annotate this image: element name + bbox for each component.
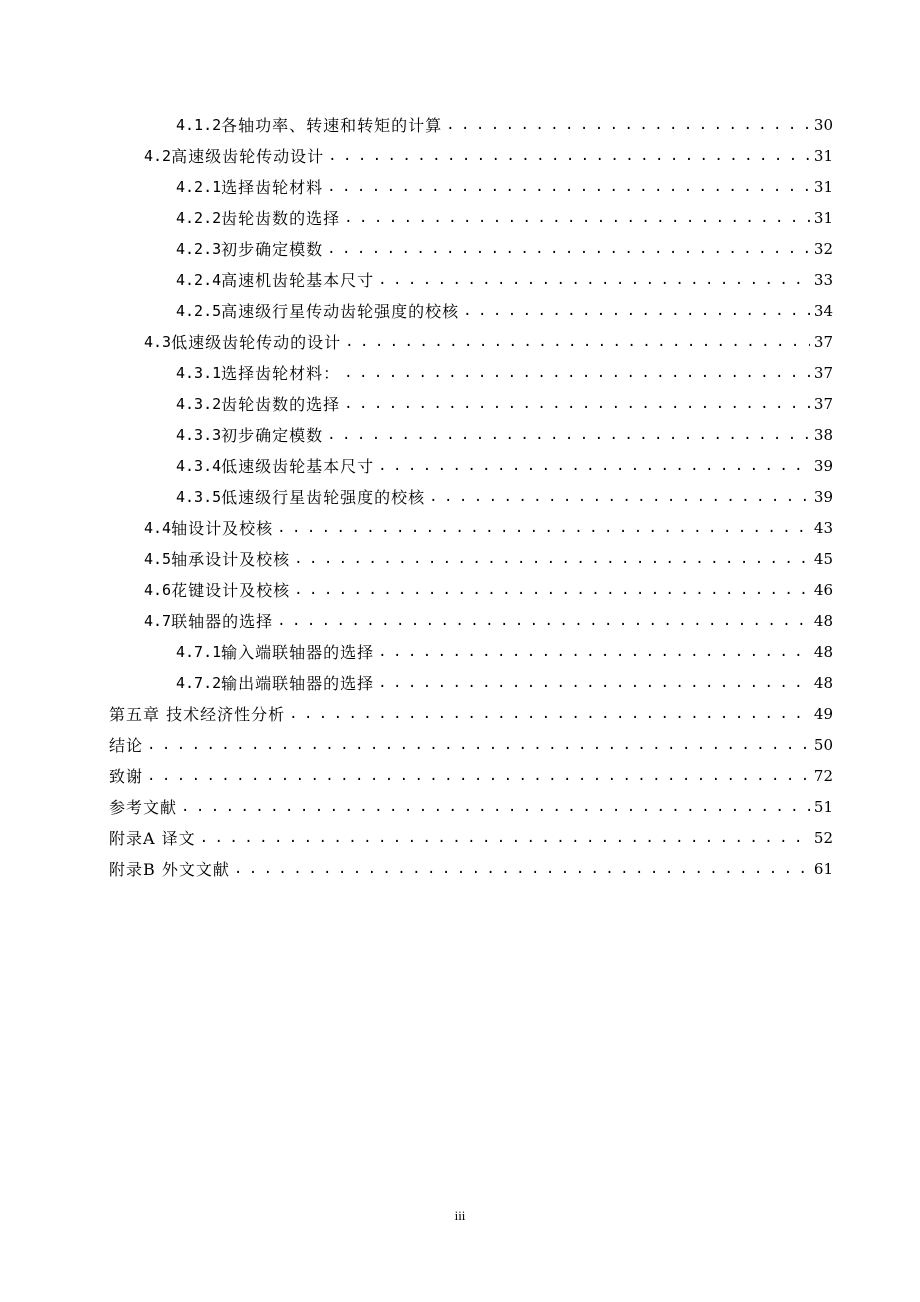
toc-entry-title: 齿轮齿数的选择 — [221, 395, 341, 414]
toc-entry[interactable] — [0, 172, 920, 203]
toc-entry-page: 31 — [813, 178, 833, 196]
toc-entry[interactable] — [0, 606, 920, 637]
toc-entry-number: 4.3 — [144, 333, 172, 351]
toc-entry-page: 52 — [813, 829, 833, 847]
toc-dot-leader — [294, 575, 810, 606]
toc-entry-page: 37 — [813, 364, 833, 382]
toc-entry[interactable] — [0, 668, 920, 699]
toc-entry-title: 结论 — [109, 736, 144, 755]
toc-entry-title: 低速级齿轮基本尺寸 — [221, 457, 375, 476]
toc-entry-page: 31 — [813, 209, 833, 227]
toc-entry-page: 37 — [813, 395, 833, 413]
page-number-footer: iii — [454, 1208, 466, 1223]
toc-entry-title: 附录B 外文文献 — [109, 860, 230, 879]
toc-entry-title: 参考文献 — [109, 798, 178, 817]
toc-entry-number: 4.7.2 — [176, 674, 222, 692]
toc-dot-leader — [378, 265, 810, 296]
toc-entry[interactable] — [0, 203, 920, 234]
toc-dot-leader — [344, 203, 810, 234]
toc-entry-title: 高速级行星传动齿轮强度的校核 — [221, 302, 460, 321]
toc-entry-title: 第五章 技术经济性分析 — [109, 705, 286, 724]
toc-dot-leader — [327, 420, 810, 451]
toc-dot-leader — [378, 637, 810, 668]
toc-entry-title: 低速级齿轮传动的设计 — [171, 333, 342, 352]
toc-entry-number: 4.4 — [144, 519, 172, 537]
toc-entry[interactable] — [0, 482, 920, 513]
toc-entry-page: 37 — [813, 333, 833, 351]
toc-dot-leader — [147, 730, 810, 761]
toc-entry-number: 4.7.1 — [176, 643, 222, 661]
toc-entry-number: 4.3.2 — [176, 395, 222, 413]
toc-entry-page: 50 — [813, 736, 833, 754]
toc-entry-number: 4.3.3 — [176, 426, 222, 444]
toc-entry-number: 4.6 — [144, 581, 172, 599]
toc-entry-page: 45 — [813, 550, 833, 568]
toc-entry-title: 高速级齿轮传动设计 — [171, 147, 325, 166]
toc-entry-page: 46 — [813, 581, 833, 599]
toc-entry-number: 4.2.1 — [176, 178, 222, 196]
toc-dot-leader — [345, 327, 810, 358]
toc-dot-leader — [344, 389, 810, 420]
toc-entry[interactable] — [0, 761, 920, 792]
toc-entry-page: 48 — [813, 674, 833, 692]
toc-entry-title: 选择齿轮材料： — [221, 364, 341, 383]
toc-entry-title: 低速级行星齿轮强度的校核 — [221, 488, 426, 507]
toc-entry-number: 4.5 — [144, 550, 172, 568]
toc-entry-title: 各轴功率、转速和转矩的计算 — [221, 116, 443, 135]
toc-entry[interactable] — [0, 265, 920, 296]
table-of-contents — [0, 110, 920, 885]
toc-dot-leader — [234, 854, 810, 885]
toc-entry-page: 39 — [813, 488, 833, 506]
toc-entry-title: 初步确定模数 — [221, 240, 324, 259]
toc-entry[interactable] — [0, 823, 920, 854]
toc-entry-title: 输入端联轴器的选择 — [221, 643, 375, 662]
toc-entry-page: 48 — [813, 612, 833, 630]
toc-dot-leader — [327, 172, 810, 203]
toc-dot-leader — [294, 544, 810, 575]
toc-entry-title: 初步确定模数 — [221, 426, 324, 445]
toc-entry-page: 32 — [813, 240, 833, 258]
toc-entry-number: 4.2.5 — [176, 302, 222, 320]
toc-entry[interactable] — [0, 637, 920, 668]
toc-dot-leader — [344, 358, 810, 389]
toc-entry[interactable] — [0, 358, 920, 389]
toc-entry-title: 轴设计及校核 — [171, 519, 274, 538]
toc-entry-number: 4.3.1 — [176, 364, 222, 382]
toc-entry[interactable] — [0, 544, 920, 575]
toc-dot-leader — [378, 451, 810, 482]
toc-entry-title: 齿轮齿数的选择 — [221, 209, 341, 228]
toc-entry-number: 4.3.5 — [176, 488, 222, 506]
toc-entry-page: 39 — [813, 457, 833, 475]
toc-entry-title: 致谢 — [109, 767, 144, 786]
toc-dot-leader — [328, 141, 810, 172]
toc-entry[interactable] — [0, 110, 920, 141]
toc-entry-number: 4.7 — [144, 612, 172, 630]
toc-entry-title: 输出端联轴器的选择 — [221, 674, 375, 693]
toc-dot-leader — [277, 513, 810, 544]
toc-entry-number: 4.3.4 — [176, 457, 222, 475]
toc-entry-number: 4.2.4 — [176, 271, 222, 289]
toc-entry-title: 高速机齿轮基本尺寸 — [221, 271, 375, 290]
toc-entry-page: 30 — [813, 116, 833, 134]
toc-dot-leader — [463, 296, 810, 327]
toc-entry[interactable] — [0, 234, 920, 265]
toc-entry-page: 31 — [813, 147, 833, 165]
toc-entry-title: 选择齿轮材料 — [221, 178, 324, 197]
toc-entry[interactable] — [0, 730, 920, 761]
toc-entry[interactable] — [0, 513, 920, 544]
toc-entry-page: 51 — [813, 798, 833, 816]
toc-entry-page: 38 — [813, 426, 833, 444]
toc-entry[interactable] — [0, 420, 920, 451]
toc-dot-leader — [327, 234, 810, 265]
toc-entry-title: 花键设计及校核 — [171, 581, 291, 600]
toc-dot-leader — [446, 110, 810, 141]
toc-entry[interactable] — [0, 327, 920, 358]
toc-dot-leader — [200, 823, 810, 854]
toc-entry-page: 34 — [813, 302, 833, 320]
toc-entry[interactable] — [0, 575, 920, 606]
toc-entry[interactable] — [0, 699, 920, 730]
toc-dot-leader — [378, 668, 810, 699]
toc-entry[interactable] — [0, 451, 920, 482]
toc-entry[interactable] — [0, 389, 920, 420]
toc-entry[interactable] — [0, 854, 920, 885]
toc-entry[interactable] — [0, 141, 920, 172]
toc-entry[interactable] — [0, 296, 920, 327]
toc-entry-number: 4.2.3 — [176, 240, 222, 258]
toc-entry-title: 轴承设计及校核 — [171, 550, 291, 569]
toc-entry-page: 48 — [813, 643, 833, 661]
toc-dot-leader — [277, 606, 810, 637]
toc-entry-page: 72 — [813, 767, 833, 785]
toc-entry-page: 49 — [813, 705, 833, 723]
toc-entry-page: 61 — [813, 860, 833, 878]
toc-entry-title: 联轴器的选择 — [171, 612, 274, 631]
toc-entry-number: 4.1.2 — [176, 116, 222, 134]
toc-entry-number: 4.2 — [144, 147, 172, 165]
toc-dot-leader — [147, 761, 810, 792]
toc-dot-leader — [429, 482, 810, 513]
toc-entry-page: 43 — [813, 519, 833, 537]
toc-dot-leader — [289, 699, 810, 730]
toc-entry-page: 33 — [813, 271, 833, 289]
toc-entry-title: 附录A 译文 — [109, 829, 196, 848]
toc-dot-leader — [181, 792, 810, 823]
toc-entry[interactable] — [0, 792, 920, 823]
toc-entry-number: 4.2.2 — [176, 209, 222, 227]
